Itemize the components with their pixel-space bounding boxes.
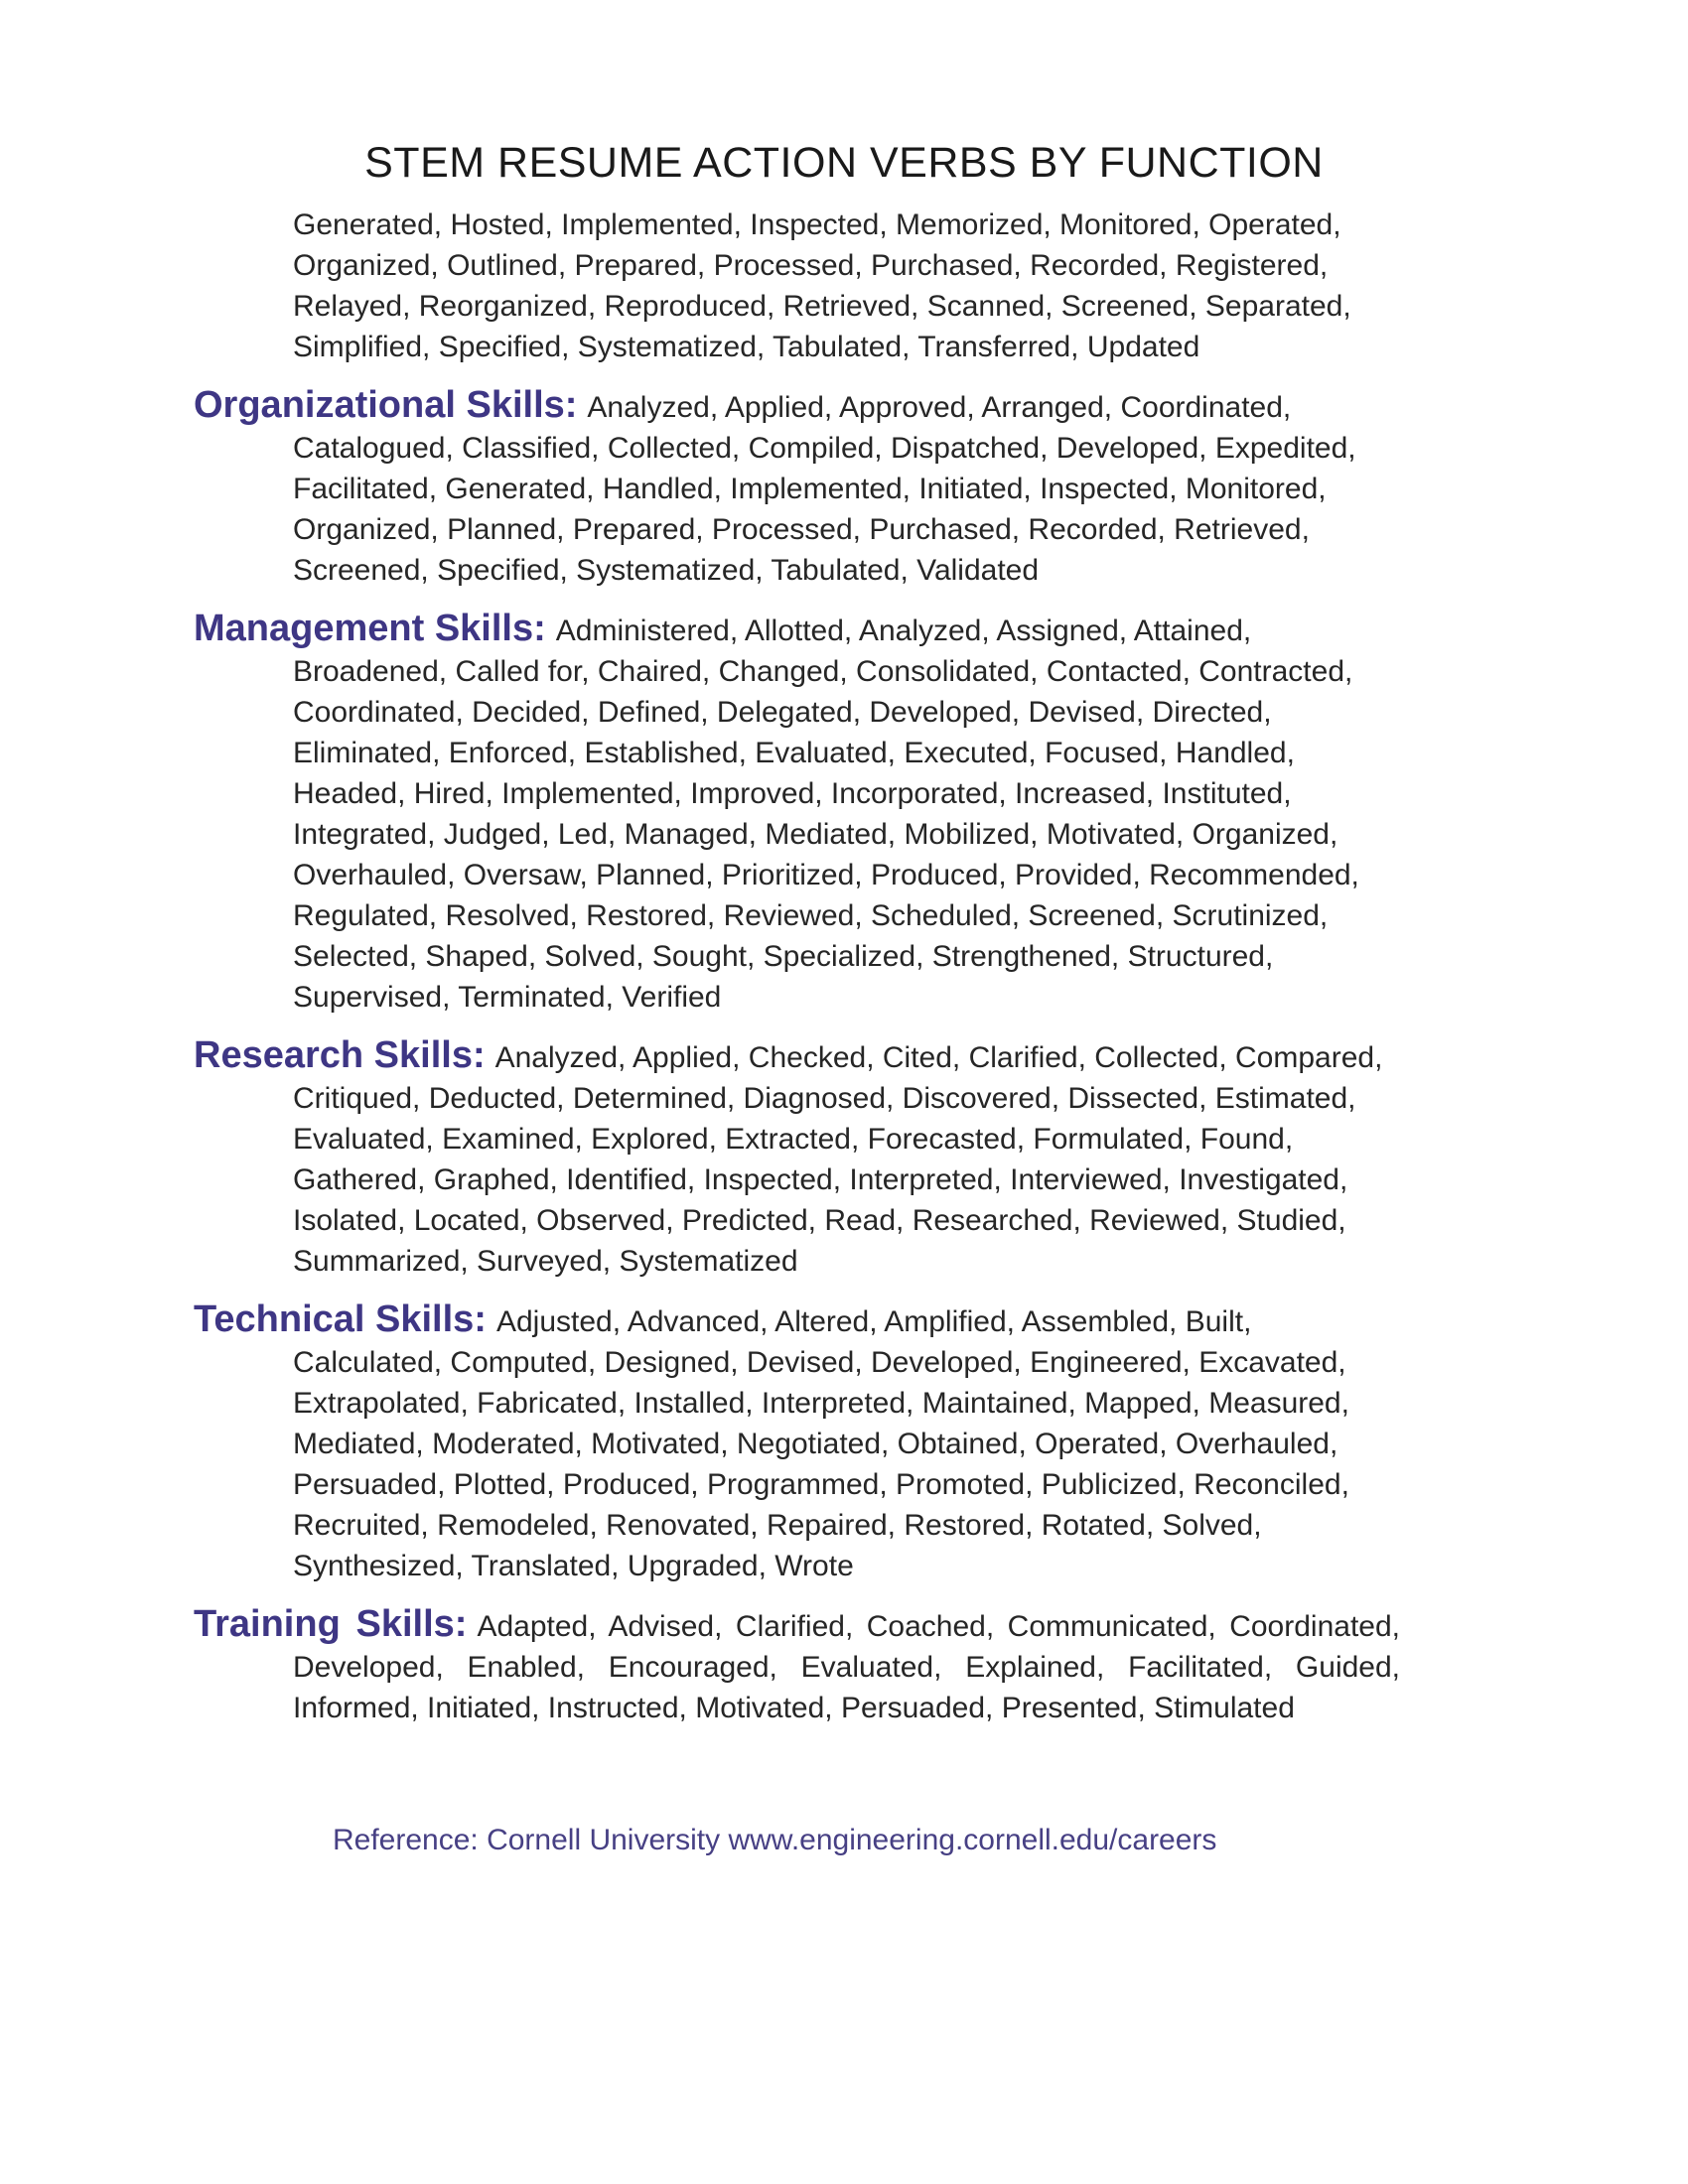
organizational-skills-heading: Organizational Skills:	[194, 384, 578, 426]
reference-line: Reference: Cornell University www.engineering.cornell.edu/careers	[333, 1824, 1217, 1856]
training-skills-heading: Training Skills:	[194, 1603, 468, 1645]
research-skills-heading: Research Skills:	[194, 1034, 486, 1076]
section-organizational-skills	[194, 385, 1400, 591]
document-body	[194, 205, 1400, 1860]
organizational-skills-verbs: Analyzed, Applied, Approved, Arranged, Coordinated, Catalogued, Classified, Collected, Compiled, Dispatched, Developed, Expedited, Facilitated, Generated, Handled, Implemented, Initiated, Inspected, Monitored, Organized, Planned, Prepared, Processed, Purchased, Recorded, Retrieved, Screened, Specified, Systematized, Tabulated, Validated	[293, 391, 1356, 587]
management-skills-verbs: Administered, Allotted, Analyzed, Assigned, Attained, Broadened, Called for, Chaired, Changed, Consolidated, Contacted, Contracted, Coordinated, Decided, Defined, Delegated, Developed, Devised, Directed, Eliminated, Enforced, Established, Evaluated, Executed, Focused, Handled, Headed, Hired, Implemented, Improved, Incorporated, Increased, Instituted, Integrated, Judged, Led, Managed, Mediated, Mobilized, Motivated, Organized, Overhauled, Oversaw, Planned, Prioritized, Produced, Provided, Recommended, Regulated, Resolved, Restored, Reviewed, Scheduled, Screened, Scrutinized, Selected, Shaped, Solved, Sought, Specialized, Strengthened, Structured, Supervised, Terminated, Verified	[293, 614, 1359, 1014]
intro-verbs-paragraph: Generated, Hosted, Implemented, Inspected, Memorized, Monitored, Operated, Organized, Outlined, Prepared, Processed, Purchased, Recorded, Registered, Relayed, Reorganized, Reproduced, Retrieved, Scanned, Screened, Separated, Simplified, Specified, Systematized, Tabulated, Transferred, Updated	[293, 208, 1351, 363]
section-technical-skills	[194, 1299, 1400, 1586]
section-research-skills	[194, 1035, 1400, 1282]
section-training-skills	[194, 1604, 1400, 1728]
technical-skills-heading: Technical Skills:	[194, 1298, 487, 1340]
section-management-skills	[194, 609, 1400, 1018]
training-skills-verbs: Adapted, Advised, Clarified, Coached, Communicated, Coordinated, Developed, Enabled, Encouraged, Evaluated, Explained, Facilitated, Guided, Informed, Initiated, Instructed, Motivated, Persuaded, Presented, Stimulated	[293, 1610, 1400, 1724]
research-skills-verbs: Analyzed, Applied, Checked, Cited, Clarified, Collected, Compared, Critiqued, Deducted, Determined, Diagnosed, Discovered, Dissected, Estimated, Evaluated, Examined, Explored, Extracted, Forecasted, Formulated, Found, Gathered, Graphed, Identified, Inspected, Interpreted, Interviewed, Investigated, Isolated, Located, Observed, Predicted, Read, Researched, Reviewed, Studied, Summarized, Surveyed, Systematized	[293, 1041, 1383, 1278]
technical-skills-verbs: Adjusted, Advanced, Altered, Amplified, Assembled, Built, Calculated, Computed, Designed, Devised, Developed, Engineered, Excavated, Extrapolated, Fabricated, Installed, Interpreted, Maintained, Mapped, Measured, Mediated, Moderated, Motivated, Negotiated, Obtained, Operated, Overhauled, Persuaded, Plotted, Produced, Programmed, Promoted, Publicized, Reconciled, Recruited, Remodeled, Renovated, Repaired, Restored, Rotated, Solved, Synthesized, Translated, Upgraded, Wrote	[293, 1305, 1349, 1582]
page-title: STEM RESUME ACTION VERBS BY FUNCTION	[364, 139, 1324, 187]
management-skills-heading: Management Skills:	[194, 608, 546, 649]
